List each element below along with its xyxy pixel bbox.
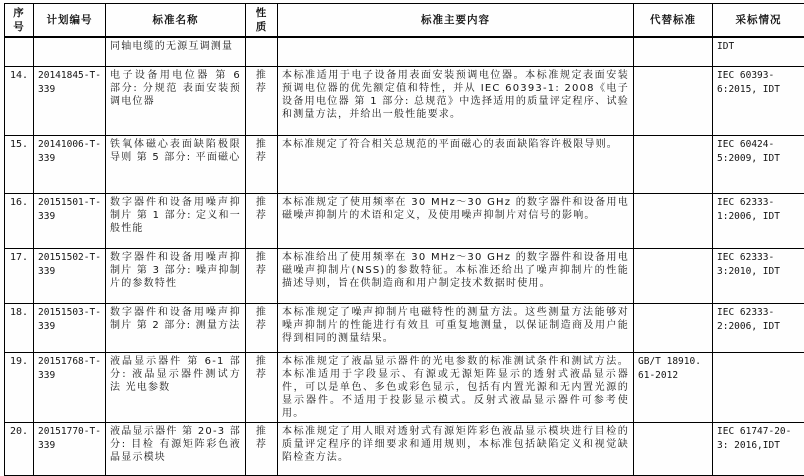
cell-nature	[246, 37, 278, 67]
col-header-serial: 序号	[5, 4, 34, 37]
cell-standard-name: 数字器件和设备用噪声抑制片 第 3 部分: 噪声抑制片的参数特性	[106, 249, 246, 304]
cell-main-content: 本标准给出了使用频率在 30 MHz～30 GHz 的数字器件和设备用电磁噪声抑制片(NSS)的参数特征。本标准还给出了噪声抑制片的性能描述导则，旨在供制造商和用户制定技术数据时使用。	[278, 249, 634, 304]
col-header-standard-name: 标准名称	[106, 4, 246, 37]
cell-serial: 16.	[5, 194, 34, 249]
cell-plan-number: 20151503-T-339	[34, 304, 106, 353]
cell-replaced-standard: GB/T 18910. 61-2012	[634, 353, 713, 423]
cell-nature: 推荐	[246, 136, 278, 194]
cell-main-content: 本标准规定了使用频率在 30 MHz～30 GHz 的数字器件和设备用电磁噪声抑制片的术语和定义，及使用噪声抑制片对信号的影响。	[278, 194, 634, 249]
cell-nature: 推荐	[246, 194, 278, 249]
cell-adoption-status: IEC 61747-20-3: 2016,IDT	[713, 423, 804, 476]
cell-serial: 20.	[5, 423, 34, 476]
cell-standard-name: 液晶显示器件 第 6-1 部分: 液晶显示器件测试方法 光电参数	[106, 353, 246, 423]
cell-plan-number: 20151770-T-339	[34, 423, 106, 476]
cell-adoption-status: IEC 60393-6:2015, IDT	[713, 67, 804, 136]
cell-replaced-standard	[634, 37, 713, 67]
col-header-replaced-standard: 代替标准	[634, 4, 713, 37]
table-row	[5, 136, 804, 194]
cell-adoption-status: IEC 62333-1:2006, IDT	[713, 194, 804, 249]
cell-plan-number: 20151768-T-339	[34, 353, 106, 423]
cell-plan-number: 20141845-T-339	[34, 67, 106, 136]
table-row-continuation	[5, 37, 804, 67]
cell-standard-name: 数字器件和设备用噪声抑制片 第 1 部分: 定义和一般性能	[106, 194, 246, 249]
cell-nature: 推荐	[246, 353, 278, 423]
cell-main-content	[278, 37, 634, 67]
standards-plan-table	[4, 3, 804, 476]
cell-replaced-standard	[634, 194, 713, 249]
cell-adoption-status: IDT	[713, 37, 804, 67]
cell-plan-number	[34, 37, 106, 67]
cell-replaced-standard	[634, 249, 713, 304]
table-row	[5, 353, 804, 423]
cell-plan-number: 20151501-T-339	[34, 194, 106, 249]
cell-serial: 18.	[5, 304, 34, 353]
cell-main-content: 本标准适用于电子设备用表面安装预调电位器。本标准规定表面安装预调电位器的优先额定值和特性，并从 IEC 60393-1: 2008《电子设备用电位器 第 1 部分: 总规范》中选择适用的质量评定程序、试验和测量方法，并给出一般性能要求。	[278, 67, 634, 136]
table-row	[5, 249, 804, 304]
cell-nature: 推荐	[246, 423, 278, 476]
cell-serial: 15.	[5, 136, 34, 194]
cell-replaced-standard	[634, 304, 713, 353]
cell-standard-name: 铁氧体磁心表面缺陷极限导则 第 5 部分: 平面磁心	[106, 136, 246, 194]
cell-standard-name: 液晶显示器件 第 20-3 部分: 目检 有源矩阵彩色液晶显示模块	[106, 423, 246, 476]
cell-standard-name: 同轴电缆的无源互调测量	[106, 37, 246, 67]
cell-standard-name: 数字器件和设备用噪声抑制片 第 2 部分: 测量方法	[106, 304, 246, 353]
cell-adoption-status	[713, 353, 804, 423]
cell-adoption-status: IEC 60424-5:2009, IDT	[713, 136, 804, 194]
cell-main-content: 本标准规定了用人眼对透射式有源矩阵彩色液晶显示模块进行目检的质量评定程序的详细要求和通用规则，本标准包括缺陷定义和视觉缺陷检查方法。	[278, 423, 634, 476]
col-header-adoption-status: 采标情况	[713, 4, 804, 37]
cell-main-content: 本标准规定了符合相关总规范的平面磁心的表面缺陷容许极限导则。	[278, 136, 634, 194]
cell-nature: 推荐	[246, 67, 278, 136]
cell-serial: 14.	[5, 67, 34, 136]
cell-serial: 19.	[5, 353, 34, 423]
table-row	[5, 304, 804, 353]
cell-standard-name: 电子设备用电位器 第 6 部分: 分规范 表面安装预调电位器	[106, 67, 246, 136]
cell-nature: 推荐	[246, 249, 278, 304]
cell-serial: 17.	[5, 249, 34, 304]
cell-plan-number: 20151502-T-339	[34, 249, 106, 304]
cell-replaced-standard	[634, 136, 713, 194]
cell-main-content: 本标准规定了液晶显示器件的光电参数的标准测试条件和测试方法。本标准适用于字段显示、有源或无源矩阵显示的透射式液晶显示器件，可以是单色、多色或彩色显示，包括有内置光源和无内置光源的显示器件。不适用于投影显示模式。反射式液晶显示器件可参考使用。	[278, 353, 634, 423]
table-row	[5, 194, 804, 249]
cell-replaced-standard	[634, 67, 713, 136]
cell-adoption-status: IEC 62333-2:2006, IDT	[713, 304, 804, 353]
header-row	[5, 4, 804, 37]
col-header-nature: 性质	[246, 4, 278, 37]
cell-adoption-status: IEC 62333-3:2010, IDT	[713, 249, 804, 304]
cell-serial	[5, 37, 34, 67]
table-row	[5, 67, 804, 136]
table-row	[5, 423, 804, 476]
col-header-main-content: 标准主要内容	[278, 4, 634, 37]
cell-replaced-standard	[634, 423, 713, 476]
cell-nature: 推荐	[246, 304, 278, 353]
cell-plan-number: 20141006-T-339	[34, 136, 106, 194]
cell-main-content: 本标准规定了噪声抑制片电磁特性的测量方法。这些测量方法能够对噪声抑制片的性能进行有效且 可重复地测量，以保证制造商及用户能得到相同的测量结果。	[278, 304, 634, 353]
col-header-plan-number: 计划编号	[34, 4, 106, 37]
